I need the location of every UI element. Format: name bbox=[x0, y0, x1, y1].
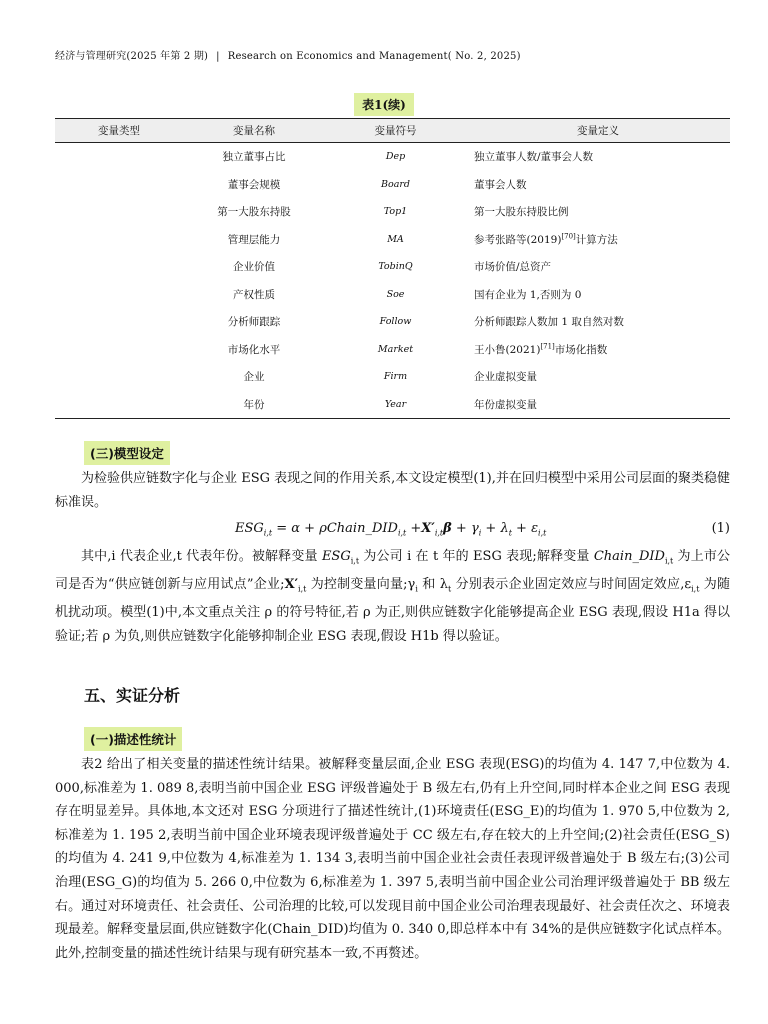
table-row bbox=[55, 198, 730, 226]
table-row bbox=[55, 308, 730, 336]
cell-name: 市场化水平 bbox=[227, 343, 281, 356]
cell-name: 企业价值 bbox=[233, 261, 275, 274]
cell-type bbox=[55, 308, 183, 336]
eq-term: + ε bbox=[511, 521, 539, 536]
var-sub: t bbox=[448, 584, 452, 594]
cell-definition: 国有企业为 1,否则为 0 bbox=[474, 288, 582, 301]
cell-definition: 年份虚拟变量 bbox=[466, 391, 730, 419]
definition-tail: 计算方法 bbox=[575, 233, 618, 246]
eq-term: + bbox=[406, 521, 422, 536]
cell-definition bbox=[466, 336, 730, 364]
cell-definition: 董事会人数 bbox=[474, 178, 527, 191]
eq-sub: i bbox=[478, 528, 482, 538]
cell-symbol: Year bbox=[325, 391, 466, 419]
cell-definition: 市场价值/总资产 bbox=[474, 261, 552, 274]
cell-symbol: Top1 bbox=[383, 206, 408, 218]
cell-definition: 第一大股东持股比例 bbox=[474, 206, 569, 219]
variable-table bbox=[55, 118, 730, 419]
definition-text: 参考张路等(2019) bbox=[474, 233, 562, 246]
journal-title-en: Research on Economics and Management( No. 2, 2025) bbox=[227, 51, 521, 62]
text-run: 为控制变量向量;γ bbox=[306, 577, 416, 593]
section-heading: 五、实证分析 bbox=[84, 686, 181, 705]
cell-type bbox=[55, 281, 183, 309]
citation-ref[interactable]: [71] bbox=[540, 342, 555, 351]
model-explanation-paragraph bbox=[55, 545, 730, 649]
equation-body bbox=[235, 521, 546, 538]
cell-name: 企业 bbox=[243, 371, 265, 384]
eq-control-vector: X′ bbox=[421, 521, 435, 536]
eq-term: + γ bbox=[451, 521, 479, 536]
cell-symbol: Dep bbox=[385, 151, 406, 163]
cell-name: 分析师跟踪 bbox=[227, 316, 281, 329]
eq-term: = α + ρChain_DID bbox=[272, 521, 398, 536]
cell-symbol: Firm bbox=[383, 371, 408, 383]
journal-title-cn: 经济与管理研究(2025 年第 2 期) bbox=[55, 51, 209, 62]
cell-name: 产权性质 bbox=[233, 288, 275, 301]
table-row bbox=[55, 253, 730, 281]
subsection-label-model: (三)模型设定 bbox=[84, 441, 170, 465]
table-row bbox=[55, 171, 730, 199]
cell-symbol: Follow bbox=[379, 316, 412, 328]
table-row bbox=[55, 281, 730, 309]
var-esg: ESG bbox=[321, 549, 351, 564]
descriptive-paragraph: 表2 给出了相关变量的描述性统计结果。被解释变量层面,企业 ESG 表现(ESG)的均值为 4. 147 7,中位数为 4. 000,标准差为 1. 089 8,表明当前中国企业 ESG 评级普遍处于 B 级左右,仍有上升空间,同时样本企业之间 ESG 表现存在明显差异。具体地,本文还对 ESG 分项进行了描述性统计,(1)环境责任(ESG_E)的均值为 1. 970 5,中位数为 2,标准差为 1. 195 2,表明当前中国企业环境表现评级普遍处于 CC 级左右,存在较大的上升空间;(2)社会责任(ESG_S)的均值为 4. 241 9,中位数为 4,标准差为 1. 134 3,表明当前中国企业社会责任表现评级普遍处于 B 级左右;(3)公司治理(ESG_G)的均值为 5. 266 0,中位数为 6,标准差为 1. 397 5,表明当前中国企业公司治理评级普遍处于 BB 级左右。通过对环境责任、社会责任、公司治理的比较,可以发现目前中国企业公司治理表现最好、社会责任次之、环境表现最差。解释变量层面,供应链数字化(Chain_DID)均值为 0. 340 0,即总样本中有 34%的是供应链数字化试点样本。此外,控制变量的描述性统计结果与现有研究基本一致,不再赘述。 bbox=[55, 757, 730, 961]
var-sub: i bbox=[415, 584, 418, 594]
cell-definition: 独立董事人数/董事会人数 bbox=[474, 151, 594, 164]
table-row bbox=[55, 226, 730, 254]
column-header: 变量定义 bbox=[466, 119, 730, 143]
table-row bbox=[55, 391, 730, 419]
cell-symbol: TobinQ bbox=[378, 261, 413, 273]
var-did: Chain_DID bbox=[593, 549, 665, 564]
eq-lhs: ESG bbox=[235, 521, 264, 536]
cell-name: 董事会规模 bbox=[227, 178, 281, 191]
table-title: 表1(续) bbox=[354, 93, 414, 116]
text-run: 和 λ bbox=[417, 577, 449, 593]
cell-symbol: MA bbox=[387, 233, 404, 245]
citation-ref[interactable]: [70] bbox=[561, 232, 576, 241]
cell-type bbox=[55, 391, 183, 419]
text-run: 为公司 i 在 t 年的 ESG 表现;解释变量 bbox=[359, 549, 594, 564]
cell-definition bbox=[466, 226, 730, 254]
equation-number: (1) bbox=[711, 521, 730, 536]
cell-symbol: Market bbox=[377, 343, 414, 355]
var-sub: i,t bbox=[691, 584, 700, 594]
cell-type bbox=[55, 143, 183, 171]
text-run: 为上市公司是否为“供应链创新与应用试点”企业; bbox=[55, 549, 731, 593]
definition-text: 王小鲁(2021) bbox=[474, 343, 541, 356]
eq-sub: i,t bbox=[434, 528, 444, 538]
var-sub: i,t bbox=[664, 556, 674, 566]
var-x: X′ bbox=[284, 577, 299, 593]
table-row bbox=[55, 143, 730, 171]
header-separator: | bbox=[216, 51, 220, 62]
table-title-wrap bbox=[0, 93, 768, 116]
model-intro-paragraph: 为检验供应链数字化与企业 ESG 表现之间的作用关系,本文设定模型(1),并在回归模型中采用公司层面的聚类稳健标准误。 bbox=[55, 471, 730, 510]
eq-sub: i,t bbox=[397, 528, 407, 538]
var-sub: i,t bbox=[350, 556, 360, 566]
subsection-label-descriptive: (一)描述性统计 bbox=[84, 727, 182, 751]
column-header: 变量名称 bbox=[183, 119, 325, 143]
cell-definition: 分析师跟踪人数加 1 取自然对数 bbox=[474, 316, 624, 329]
definition-tail: 市场化指数 bbox=[554, 343, 608, 356]
table-header-row bbox=[55, 119, 730, 143]
cell-type bbox=[55, 226, 183, 254]
table-row bbox=[55, 336, 730, 364]
cell-type bbox=[55, 171, 183, 199]
eq-sub: t bbox=[508, 528, 512, 538]
eq-sub: i,t bbox=[538, 528, 547, 538]
cell-type bbox=[55, 253, 183, 281]
column-header: 变量符号 bbox=[325, 119, 466, 143]
cell-name: 年份 bbox=[183, 391, 325, 419]
running-header bbox=[55, 47, 715, 62]
eq-beta: β bbox=[443, 521, 452, 536]
cell-name: 独立董事占比 bbox=[222, 151, 286, 164]
cell-symbol: Board bbox=[381, 178, 410, 190]
cell-name: 第一大股东持股 bbox=[217, 206, 291, 219]
column-header: 变量类型 bbox=[55, 119, 183, 143]
cell-type bbox=[55, 198, 183, 226]
model-equation bbox=[55, 521, 730, 543]
eq-sub: i,t bbox=[263, 528, 273, 538]
table-row bbox=[55, 363, 730, 391]
cell-type bbox=[55, 336, 183, 364]
eq-term: + λ bbox=[481, 521, 509, 536]
cell-definition: 企业虚拟变量 bbox=[474, 371, 537, 384]
cell-symbol: Soe bbox=[386, 288, 405, 300]
cell-name: 管理层能力 bbox=[227, 233, 281, 246]
cell-type bbox=[55, 363, 183, 391]
text-run: 分别表示企业固定效应与时间固定效应,ε bbox=[451, 577, 692, 593]
var-sub: i,t bbox=[298, 584, 307, 594]
text-run: 为随机扰动项。模型(1)中,本文重点关注 ρ 的符号特征,若 ρ 为正,则供应链数字化能够提高企业 ESG 表现,假设 H1a 得以验证;若 ρ 为负,则供应链数字化能够抑制企业 ESG 表现,假设 H1b 得以验证。 bbox=[55, 577, 730, 644]
text-run: 其中,i 代表企业,t 代表年份。被解释变量 bbox=[81, 549, 322, 564]
